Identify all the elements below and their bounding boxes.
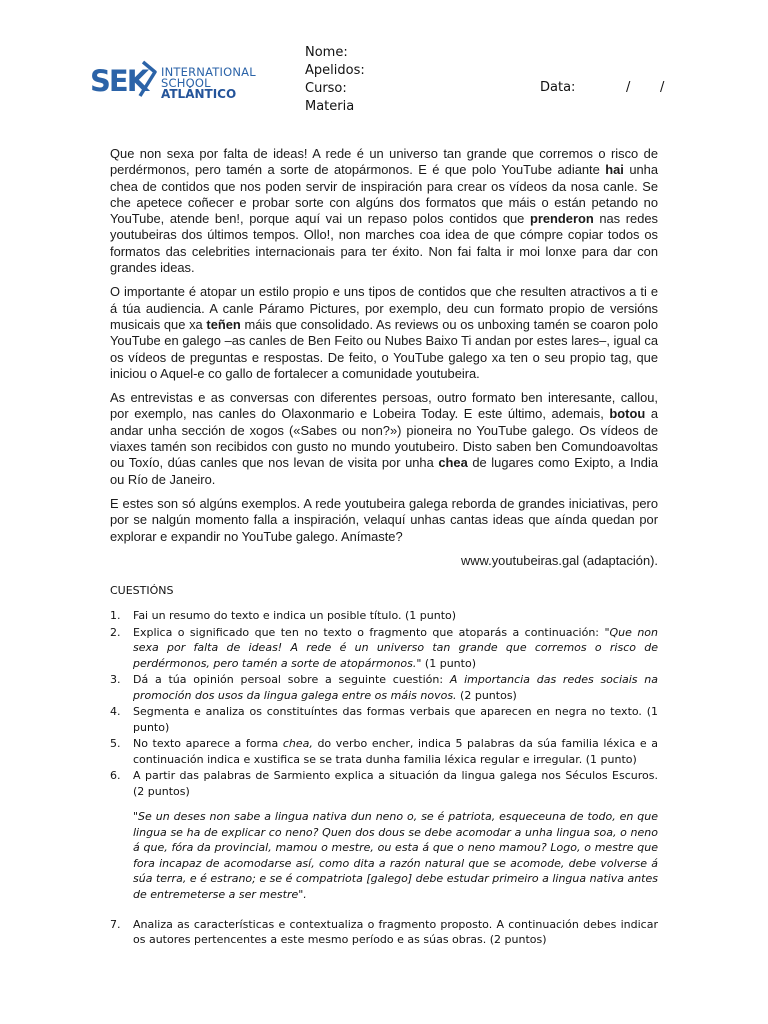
sarmiento-quote: "Se un deses non sabe a lingua nativa dun neno o, se é patriota, esqueceuna de todo, en que lingua se ha de explicar co neno? Quen dos dous se debe acomodar a unha lingua soa, o neno á que, fóra da provincial, mamou o mestre, ou esta á que o neno mamou? Logo, o mestre que fora incapaz de acomodarse así, como dita a razón natural que se acomode, debe volverse á súa terra, e é estrano; e se é compatriota [galego] debe estudar primeiro a lingua nativa antes de entremeterse a ser mestre".	[133, 810, 658, 901]
logo-mark: SEK	[90, 64, 148, 98]
course-label: Curso:	[305, 81, 347, 96]
question-6: 6. A partir das palabras de Sarmiento explica a situación da lingua galega nos Séculos Escuros. (2 puntos)	[110, 769, 658, 798]
sek-logo-icon	[89, 58, 159, 102]
student-info-block	[305, 44, 365, 116]
subject-label: Materia	[305, 99, 355, 114]
paragraph-4: E estes son só algúns exemplos. A rede youtubeira galega reborda de grandes iniciativas, pero por se nalgún momento falla a inspiración, velaquí unhas cantas ideas que aínda quedan por explorar e expandir no YouTube galego. Anímaste?	[110, 495, 658, 544]
date-label: Data:	[540, 80, 576, 95]
question-5: 5. No texto aparece a forma chea, do verbo encher, indica 5 palabras da súa familia léxica e a continuación indica e xustifica se se trata dunha familia léxica regular e irregular. (1 punto)	[110, 737, 658, 766]
reading-text	[110, 146, 658, 577]
paragraph-3: As entrevistas e as conversas con diferentes persoas, outro formato ben interesante, callou, por exemplo, nas canles do Olaxonmario e Lobeira Today. E este último, ademais, botou a andar unha sección de xogos («Sabes ou non?») pioneira no YouTube galego. Os vídeos de viaxes tamén son recibidos con gusto no mundo youtubeiro. Disto saben ben Comundoavoltas ou Toxío, dúas canles que nos levan de visita por unha chea de lugares como Exipto, a India ou Río de Janeiro.	[110, 390, 658, 487]
bold-verb: botou	[609, 406, 646, 422]
question-3: 3. Dá a túa opinión persoal sobre a seguinte cuestión: A importancia das redes sociais na promoción dos usos da lingua galega entre os máis novos. (2 puntos)	[110, 673, 658, 702]
date-slash-2: /	[660, 80, 665, 95]
logo-line3: ATLÁNTICO	[161, 87, 237, 101]
name-label: Nome:	[305, 45, 348, 60]
bold-verb: prenderon	[529, 211, 594, 227]
question-1: 1. Fai un resumo do texto e indica un posible título. (1 punto)	[110, 609, 457, 622]
bold-word: chea	[438, 455, 468, 471]
logo-text	[161, 67, 256, 100]
question-4: 4. Segmenta e analiza os constituíntes das formas verbais que aparecen en negra no texto. (1 punto)	[110, 705, 658, 734]
bold-verb: teñen	[206, 316, 241, 332]
logo-line1: INTERNATIONAL	[161, 65, 256, 79]
logo-line2: SCHOOL	[161, 76, 211, 90]
question-7: 7. Analiza as características e contextualiza o fragmento proposto. A continuación debes indicar os autores pertencentes a este mesmo período e as súas obras. (2 puntos)	[110, 917, 658, 947]
paragraph-1: Que non sexa por falta de ideas! A rede é un universo tan grande que corremos o risco de perdérmonos, pero tamén a sorte de atopármonos. E é que polo YouTube adiante hai unha chea de contidos que nos poden servir de inspiración para crear os vídeos da nosa canle. Se che apetece coñecer e probar sorte con algúns dos formatos que máis o están petando no YouTube, atende ben!, porque aquí vai un repaso polos contidos que prenderon nas redes youtubeiras dos últimos tempos. Ollo!, non marches coa idea de que cómpre copiar todos os formatos das celebrities internacionais para ter éxito. Non fai falta ir moi lonxe para dar con grandes ideas.	[110, 146, 658, 276]
question-2: 2. Explica o significado que ten no texto o fragmento que atoparás a continuación: "Que non sexa por falta de ideas! A rede é un universo tan grande que corremos o risco de perdérmonos, pero tamén a sorte de atopármonos." (1 punto)	[110, 625, 658, 670]
school-logo	[89, 58, 269, 108]
paragraph-2: O importante é atopar un estilo propio e uns tipos de contidos que che resulten atractivos a ti e á túa audiencia. A canle Páramo Pictures, por exemplo, deu cun formato propio de versións musicais que xa teñen máis que consolidado. As reviews ou os unboxing tamén se coaron polo YouTube en galego –as canles de Ben Feito ou Nubes Baixo Ti andan por estes lares–, igual ca os vídeos de preguntas e respostas. De feito, o YouTube galego xa ten o seu propio tag, que iniciou o Aquel-e co gallo de fortalecer a comunidade youtubeira.	[110, 284, 658, 381]
questions-heading: CUESTIÓNS	[110, 584, 174, 597]
bold-verb: hai	[605, 162, 624, 178]
source-citation: www.youtubeiras.gal (adaptación).	[460, 552, 658, 568]
surname-label: Apelidos:	[305, 63, 365, 78]
questions-list	[110, 608, 658, 949]
date-slash-1: /	[626, 80, 631, 95]
